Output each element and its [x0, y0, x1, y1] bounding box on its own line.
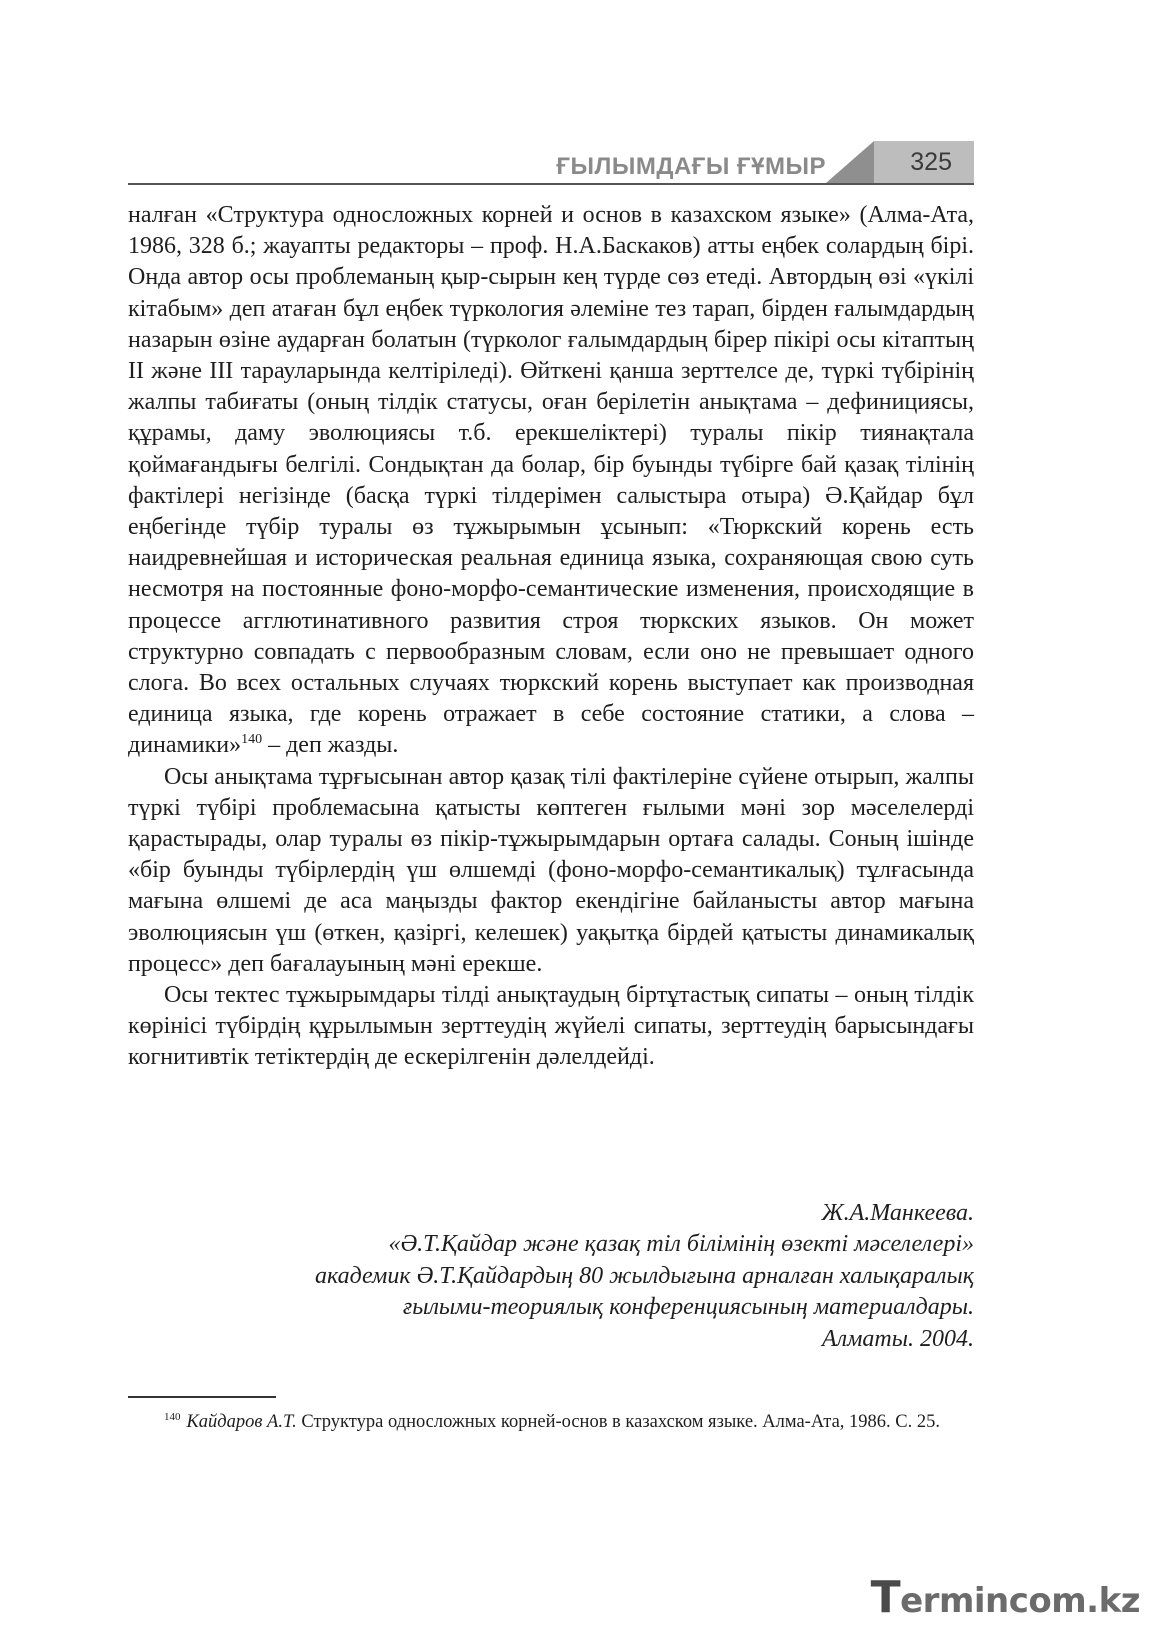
paragraph-2: Осы анықтама тұрғысынан автор қазақ тілі фактілеріне сүйене отырып, жалпы түркі түбірі проблемасына қатысты көптеген ғылыми мәні зор мәселелерді қарастырады, олар туралы өз пікір-тұжырымдарын ортаға салады. Соның ішінде «бір буынды түбірлердің үш өлшемді (фоно-морфо-семантикалық) тұлғасында мағына өлшемі де аса маңызды фактор екендігіне байланысты автор мағына эволюциясын үш (өткен, қазіргі, келешек) уақытқа бірдей қатысты динамикалық процесс» деп бағалауының мәні ерекше. — [128, 763, 974, 977]
body-text — [128, 200, 974, 1074]
signature-line-1: «Ә.Т.Қайдар және қазақ тіл білімінің өзекті мәселелері» — [388, 1231, 974, 1258]
paragraph-1-tail: – деп жазды. — [262, 732, 399, 759]
signature-line-4: Алматы. 2004. — [821, 1325, 974, 1352]
signature-line-2: академик Ә.Т.Қайдардың 80 жылдығына арналған халықаралық — [314, 1262, 974, 1289]
footnote — [128, 1404, 974, 1436]
footnote-number: 140 — [164, 1411, 181, 1423]
signature-line-3: ғылыми-теориялық конференциясының материалдары. — [402, 1294, 974, 1321]
citation-signature — [128, 1198, 974, 1355]
page-number: 325 — [910, 148, 952, 176]
header-rule — [128, 183, 974, 185]
running-header — [128, 137, 974, 185]
signature-author: Ж.А.Манкеева. — [821, 1200, 974, 1226]
paragraph-1-text: налған «Структура односложных корней и основ в казахском языке» (Алма-Ата, 1986, 328 б.; жауапты редакторы – проф. Н.А.Баскаков) атты еңбек солардың бірі. Онда автор осы проблеманың қыр-сырын кең түрде сөз етеді. Автордың өзі «үкілі кітабым» деп атаған бұл еңбек түркология әлеміне тез тарап, бірден ғалымдардың назарын өзіне аударған болатын (түрколог ғалымдардың бірер пікірі осы кітаптың ІІ және ІІІ тарауларында келтіріледі). Өйткені қанша зерттелсе де, түркі түбірінің жалпы табиғаты (оның тілдік статусы, оған берілетін анықтама – дефинициясы, құрамы, даму эволюциясы т.б. ерекшеліктері) туралы пікір тиянақтала қоймағандығы белгілі. Сондықтан да болар, бір буынды түбірге бай қазақ тілінің фактілері негізінде (басқа түркі тілдерімен салыстыра отыра) Ә.Қайдар бұл еңбегінде түбір туралы өз тұжырымын ұсынып: «Тюркский корень есть наидревнейшая и историческая реальная единица языка, сохраняющая свою суть несмотря на постоянные фоно-морфо-семантические изменения, происходящие в процессе агглютинативного развития строя тюркских языков. Он может структурно совпадать с первообразным словам, если оно не превышает одного слога. Во всех остальных случаях тюркский корень выступает как производная единица языка, где корень отражает в себе состояние статики, а слова – динамики» — [128, 202, 974, 759]
watermark-text: ermincom.kz — [900, 1581, 1140, 1621]
site-watermark — [871, 1572, 1140, 1623]
footnote-rule — [128, 1396, 276, 1398]
watermark-initial: T — [870, 1572, 901, 1623]
paragraph-1 — [128, 200, 974, 762]
header-title: ҒЫЛЫМДАҒЫ ҒҰМЫР — [556, 153, 826, 180]
footnote-author: Кайдаров А.Т. — [186, 1412, 297, 1433]
footnote-ref[interactable]: 140 — [241, 732, 263, 748]
paragraph-3: Осы тектес тұжырымдары тілді анықтаудың біртұтастық сипаты – оның тілдік көрінісі түбірдің құрылымын зерттеудің жүйелі сипаты, зерттеудің барысындағы когнитивтік тетіктердің де ескерілгенін дәлелдейді. — [128, 982, 974, 1071]
header-wedge-decoration — [826, 141, 874, 183]
footnote-text: Структура односложных корней-основ в казахском языке. Алма-Ата, 1986. С. 25. — [296, 1412, 941, 1433]
